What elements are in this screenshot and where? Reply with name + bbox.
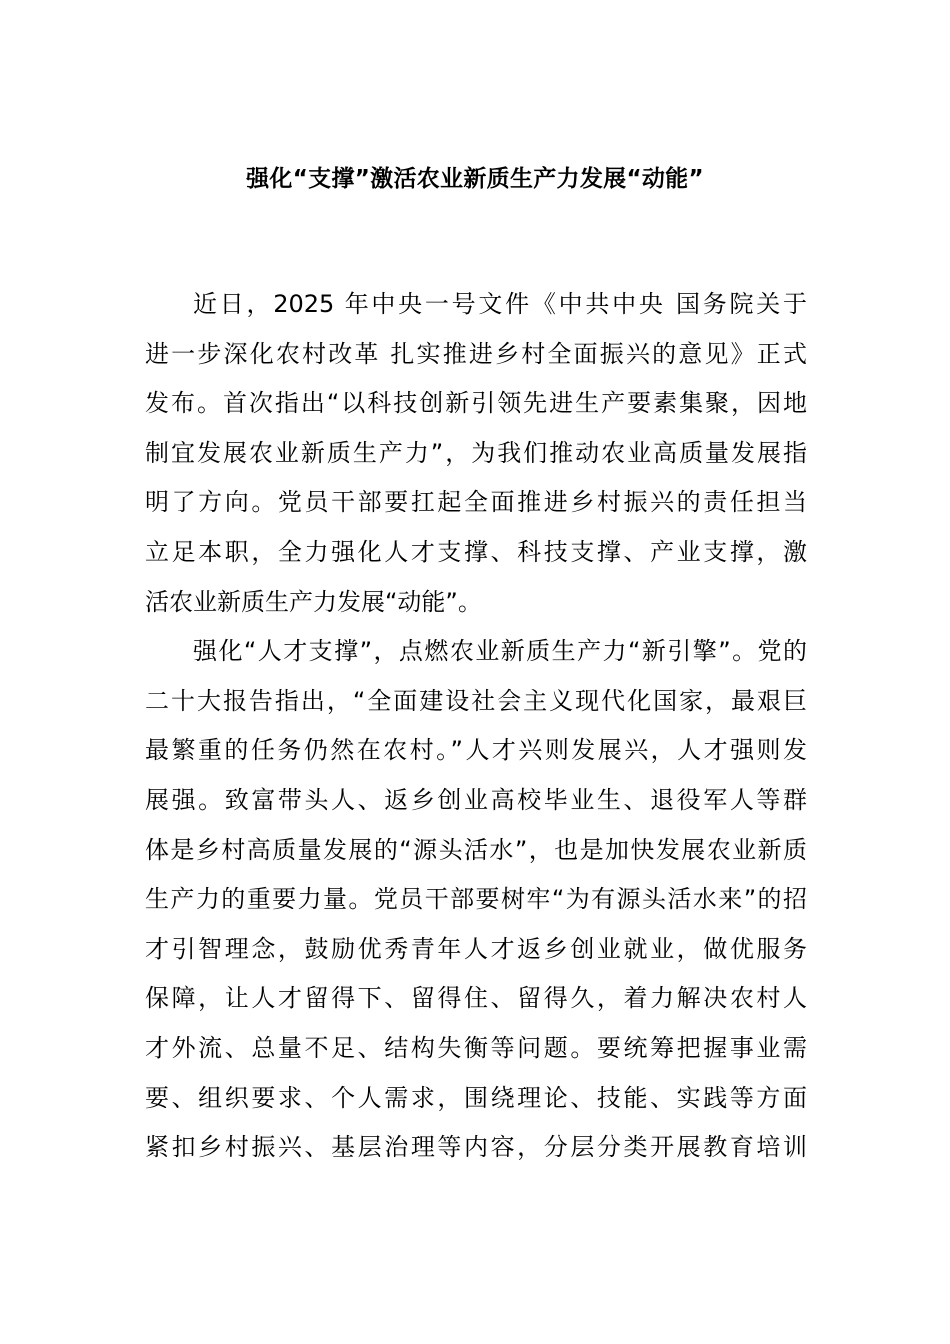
text-line: 明了方向。党员干部要扛起全面推进乡村振兴的责任担当: [145, 488, 807, 517]
paragraph-2: [145, 627, 807, 1173]
text-line: 才引智理念，鼓励优秀青年人才返乡创业就业，做优服务: [145, 934, 807, 963]
text-line: 立足本职，全力强化人才支撑、科技支撑、产业支撑，激: [145, 537, 807, 566]
text-line: 强化“人才支撑”，点燃农业新质生产力“新引擎”。党的: [193, 637, 807, 666]
document-title: 强化“支撑”激活农业新质生产力发展“动能”: [246, 166, 704, 192]
text-line: 活农业新质生产力发展“动能”。: [145, 587, 482, 616]
document-body: [145, 280, 807, 1173]
text-line: 制宜发展农业新质生产力”，为我们推动农业高质量发展指: [145, 438, 807, 467]
text-line: 发布。首次指出“以科技创新引领先进生产要素集聚，因地: [145, 389, 807, 418]
text-line: 要、组织要求、个人需求，围绕理论、技能、实践等方面: [145, 1083, 807, 1112]
text-line: 最繁重的任务仍然在农村。”人才兴则发展兴，人才强则发: [145, 736, 807, 765]
text-line: 体是乡村高质量发展的“源头活水”，也是加快发展农业新质: [145, 835, 807, 864]
text-line: 近日，2025 年中央一号文件《中共中央 国务院关于: [193, 290, 807, 318]
text-line: 展强。致富带头人、返乡创业高校毕业生、退役军人等群: [145, 785, 807, 814]
text-line: 保障，让人才留得下、留得住、留得久，着力解决农村人: [145, 984, 807, 1013]
text-line: 进一步深化农村改革 扎实推进乡村全面振兴的意见》正式: [145, 339, 807, 368]
text-line: 才外流、总量不足、结构失衡等问题。要统筹把握事业需: [145, 1033, 807, 1062]
text-line: 二十大报告指出，“全面建设社会主义现代化国家，最艰巨: [145, 686, 807, 715]
paragraph-1: [145, 280, 807, 627]
text-line: 紧扣乡村振兴、基层治理等内容，分层分类开展教育培训: [145, 1133, 807, 1162]
text-line: 生产力的重要力量。党员干部要树牢“为有源头活水来”的招: [145, 885, 807, 914]
